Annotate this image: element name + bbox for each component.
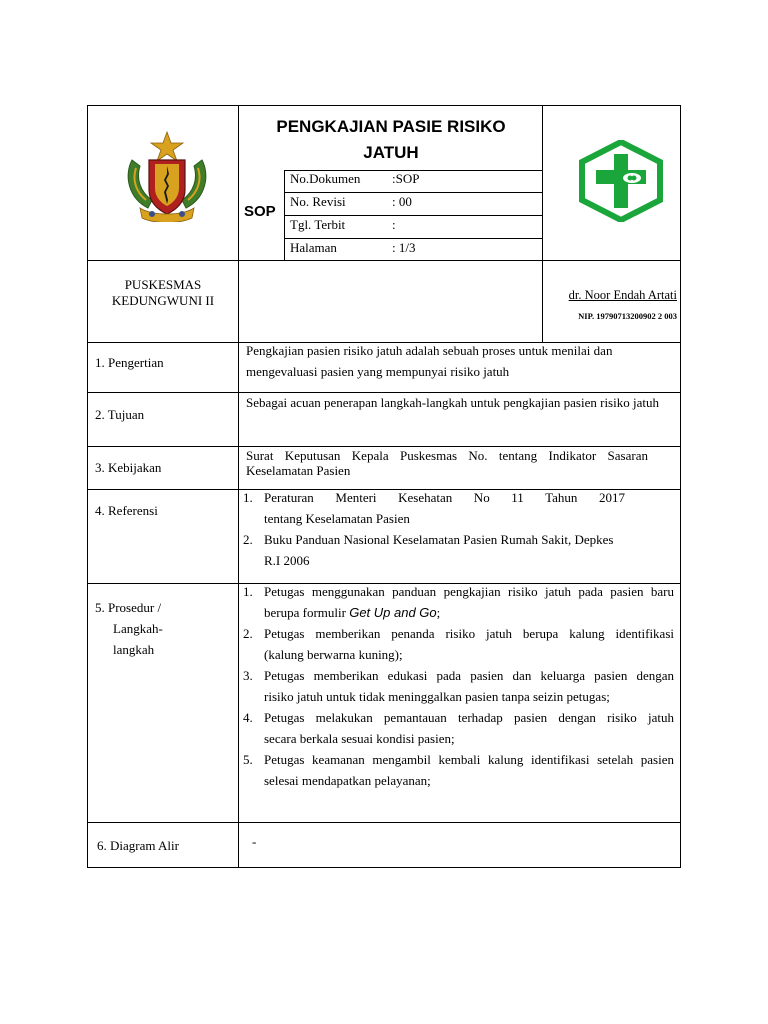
list-item-line: selesai mendapatkan pelayanan; (264, 773, 431, 788)
list-item (240, 529, 625, 571)
list-item-line: Petugas memberikan penanda risiko jatuh berupa kalung identifikasi (264, 626, 674, 641)
list-item-number: 1. (243, 490, 253, 505)
table-border (284, 170, 285, 260)
list-item-line: tentang Keselamatan Pasien (264, 511, 410, 526)
list-item-number: 1. (243, 584, 253, 599)
list-item-number: 2. (243, 626, 253, 641)
list-item-line: Petugas menggunakan panduan pengkajian risiko jatuh pada pasien baru (264, 584, 674, 599)
list-item (240, 623, 674, 665)
doc-field-label: Halaman (290, 240, 337, 255)
document-title-line2: JATUH (363, 143, 419, 162)
list-item-line: Buku Panduan Nasional Keselamatan Pasien Rumah Sakit, Depkes (264, 532, 614, 547)
list-item-line: risiko jatuh untuk tidak meninggalkan pasien tanpa seizin petugas; (264, 689, 610, 704)
list-item-line: Petugas melakukan pemantauan terhadap pasien dengan risiko jatuh (264, 710, 674, 725)
list-item (240, 665, 674, 707)
list-item-line: secara berkala sesuai kondisi pasien; (264, 731, 455, 746)
table-border (680, 105, 681, 867)
signatory-nip: NIP. 19790713200902 2 003 (578, 311, 677, 321)
prosedur-label-line1: 5. Prosedur / (95, 600, 162, 615)
doc-field-label: No. Revisi (290, 194, 346, 209)
section-label-kebijakan: 3. Kebijakan (95, 460, 162, 475)
table-border (284, 192, 543, 193)
organization-name (88, 277, 238, 309)
list-item-line: Petugas memberikan edukasi pada pasien dan keluarga pasien dengan (264, 668, 674, 683)
list-item-line: Peraturan Menteri Kesehatan No 11 Tahun 2017 (264, 490, 625, 505)
section-label-prosedur (95, 597, 163, 660)
list-item (240, 581, 674, 623)
table-border (284, 215, 543, 216)
table-border (284, 238, 543, 239)
doc-field-value: : (392, 217, 396, 232)
section-label-pengertian: 1. Pengertian (95, 355, 164, 370)
puskesmas-logo-icon (578, 140, 664, 222)
list-item (240, 749, 674, 791)
list-item-emphasis: Get Up and Go (349, 605, 437, 620)
section-text-kebijakan (246, 448, 648, 478)
list-item-text: berupa formulir (264, 605, 350, 620)
table-border (87, 105, 681, 106)
list-item-line: R.I 2006 (264, 553, 310, 568)
document-title (239, 114, 543, 166)
organization-name-line1: PUSKESMAS (124, 277, 202, 292)
list-item-line: Petugas keamanan mengambil kembali kalung identifikasi setelah pasien (264, 752, 674, 767)
doc-field-value: : 1/3 (392, 240, 416, 255)
list-item-text: ; (436, 605, 441, 620)
table-border (87, 867, 681, 868)
table-border (87, 822, 681, 823)
list-item-number: 2. (243, 532, 253, 547)
doc-field-value: :SOP (392, 171, 420, 186)
section-text-tujuan-content: Sebagai acuan penerapan langkah-langkah untuk pengkajian pasien risiko jatuh (246, 395, 659, 410)
table-border (238, 105, 239, 867)
list-item-line: (kalung berwarna kuning); (264, 647, 403, 662)
table-border (87, 260, 681, 261)
doc-field-label: Tgl. Terbit (290, 217, 346, 232)
list-item-number: 3. (243, 668, 253, 683)
sop-label: SOP (244, 203, 276, 220)
table-border (87, 446, 681, 447)
list-item-line (264, 602, 674, 623)
table-border (87, 105, 88, 867)
doc-field-value: : 00 (392, 194, 412, 209)
section-text-tujuan (246, 392, 670, 413)
signatory-name: dr. Noor Endah Artati (568, 288, 677, 302)
prosedur-label-line2: Langkah- (113, 621, 163, 636)
list-item (240, 487, 625, 529)
kebijakan-line1: Surat Keputusan Kepala Puskesmas No. tentang Indikator Sasaran (246, 448, 648, 463)
prosedur-label-line3: langkah (113, 642, 155, 657)
document-title-line1: PENGKAJIAN PASIE RISIKO (276, 117, 506, 136)
section-text-pengertian: Pengkajian pasien risiko jatuh adalah sebuah proses untuk menilai dan mengevaluasi pasien yang mempunyai risiko jatuh (246, 343, 613, 379)
section-label-tujuan: 2. Tujuan (95, 407, 145, 422)
prosedur-list (240, 581, 674, 791)
list-item-number: 5. (243, 752, 253, 767)
section-label-referensi: 4. Referensi (95, 503, 158, 518)
section-text-diagram: - (252, 834, 257, 849)
list-item (240, 707, 674, 749)
referensi-list (240, 487, 625, 571)
doc-field-label: No.Dokumen (290, 171, 361, 186)
regional-emblem-icon (122, 130, 212, 222)
organization-name-line2: KEDUNGWUNI II (111, 293, 215, 308)
list-item-number: 4. (243, 710, 253, 725)
kebijakan-line2: Keselamatan Pasien (246, 463, 351, 478)
section-label-diagram: 6. Diagram Alir (97, 838, 179, 853)
